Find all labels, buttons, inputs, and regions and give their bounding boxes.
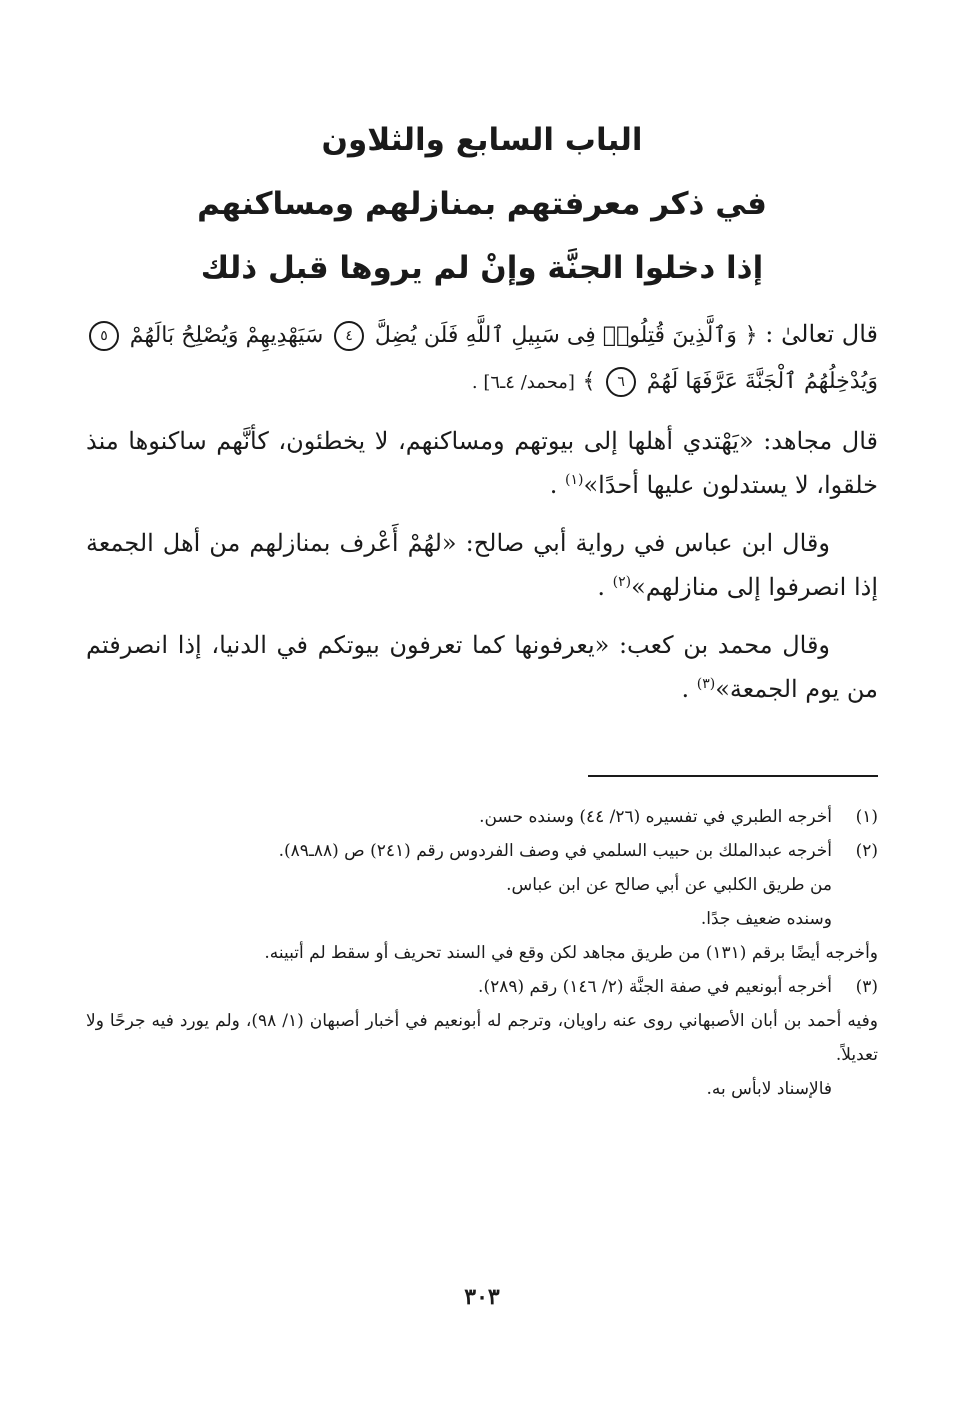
footnote-number: (١) [855, 807, 878, 827]
footnotes [86, 800, 878, 1106]
footnote-marker: (٢) [612, 574, 632, 590]
chapter-subtitle-line-2: إذا دخلوا الجنَّة وإنْ لم يروها قبل ذلك [200, 250, 764, 286]
ayah-number-marker: ٤ [334, 321, 364, 351]
paragraph-ibn-abbas [86, 521, 878, 609]
footnote-2-source: من طريق الكلبي عن أبي صالح عن ابن عباس. [506, 875, 832, 895]
footnote-text: أخرجه عبدالملك بن حبيب السلمي في وصف الفردوس رقم (٢٤١) ص (٨٨ـ٨٩). [278, 841, 832, 861]
chapter-heading [0, 108, 964, 300]
ayah-number-marker: ٥ [89, 321, 119, 351]
paragraph-muhammad-bin-kaab [86, 623, 878, 711]
main-text [86, 312, 878, 725]
verse-intro: قال تعالىٰ : [765, 320, 879, 348]
chapter-title: الباب السابع والثلاون [321, 122, 643, 158]
footnote-1 [86, 800, 878, 834]
footnote-text: أخرجه الطبري في تفسيره (٢٦/ ٤٤) وسنده حسن. [479, 807, 832, 827]
verse-text-b: سَيَهْدِيهِمْ وَيُصْلِحُ بَالَهُمْ [129, 323, 324, 348]
footnote-2-additional: وأخرجه أيضًا برقم (١٣١) من طريق مجاهد لكن وقع في السند تحريف أو سقط لم أتبينه. [264, 943, 878, 963]
quran-verse-paragraph [86, 312, 878, 405]
paragraph-text: قال مجاهد: «يَهْتدي أهلها إلى بيوتهم ومساكنهم، لا يخطئون، كأنَّهم ساكنوها منذ خلقوا، لا يستدلون عليها أحدًا» [86, 427, 878, 499]
footnote-2-grading: وسنده ضعيف جدًا. [700, 909, 832, 929]
paragraph-end: . [549, 471, 565, 499]
footnote-marker: (١) [564, 472, 584, 488]
verse-open-bracket: ﴿ [744, 323, 758, 348]
footnote-separator [588, 775, 878, 777]
paragraph-text: وقال ابن عباس في رواية أبي صالح: «لهُمْ أَعْرف بمنازلهم من أهل الجمعة إذا انصرفوا إلى منازلهم» [86, 529, 878, 601]
paragraph-text: وقال محمد بن كعب: «يعرفونها كما تعرفون بيوتكم في الدنيا، إذا انصرفتم من يوم الجمعة» [86, 631, 878, 703]
verse-text-c: وَيُدْخِلُهُمُ ٱلْجَنَّةَ عَرَّفَهَا لَهُمْ [646, 369, 878, 394]
footnote-3-grading: فالإسناد لابأس به. [706, 1079, 832, 1099]
footnote-number: (٢) [855, 841, 878, 861]
page-number: ٣٠٣ [464, 1284, 500, 1310]
footnote-number: (٣) [855, 977, 878, 997]
paragraph-end: . [681, 675, 697, 703]
paragraph-mujahid [86, 419, 878, 507]
footnote-marker: (٣) [696, 676, 716, 692]
paragraph-end: . [597, 573, 613, 601]
footnote-3 [86, 970, 878, 1004]
footnote-3-narrator: وفيه أحمد بن أبان الأصبهاني روى عنه راويان، وترجم له أبونعيم في أخبار أصبهان (١/ ٩٨)، ولم يورد فيه جرحًا ولا تعديلاً. [86, 1011, 878, 1065]
footnote-2 [86, 834, 878, 868]
chapter-subtitle-line-1: في ذكر معرفتهم بمنازلهم ومساكنهم [197, 186, 767, 222]
verse-close-bracket: ﴾ [582, 369, 596, 394]
verse-text-a: وَٱلَّذِينَ قُتِلُوا۟ فِى سَبِيلِ ٱللَّهِ فَلَن يُضِلَّ [374, 323, 737, 348]
verse-reference: [محمد/ ٤ـ٦] . [471, 372, 575, 393]
footnote-text: أخرجه أبونعيم في صفة الجنَّة (٢/ ١٤٦) رقم (٢٨٩). [478, 977, 832, 997]
ayah-number-marker: ٦ [606, 367, 636, 397]
